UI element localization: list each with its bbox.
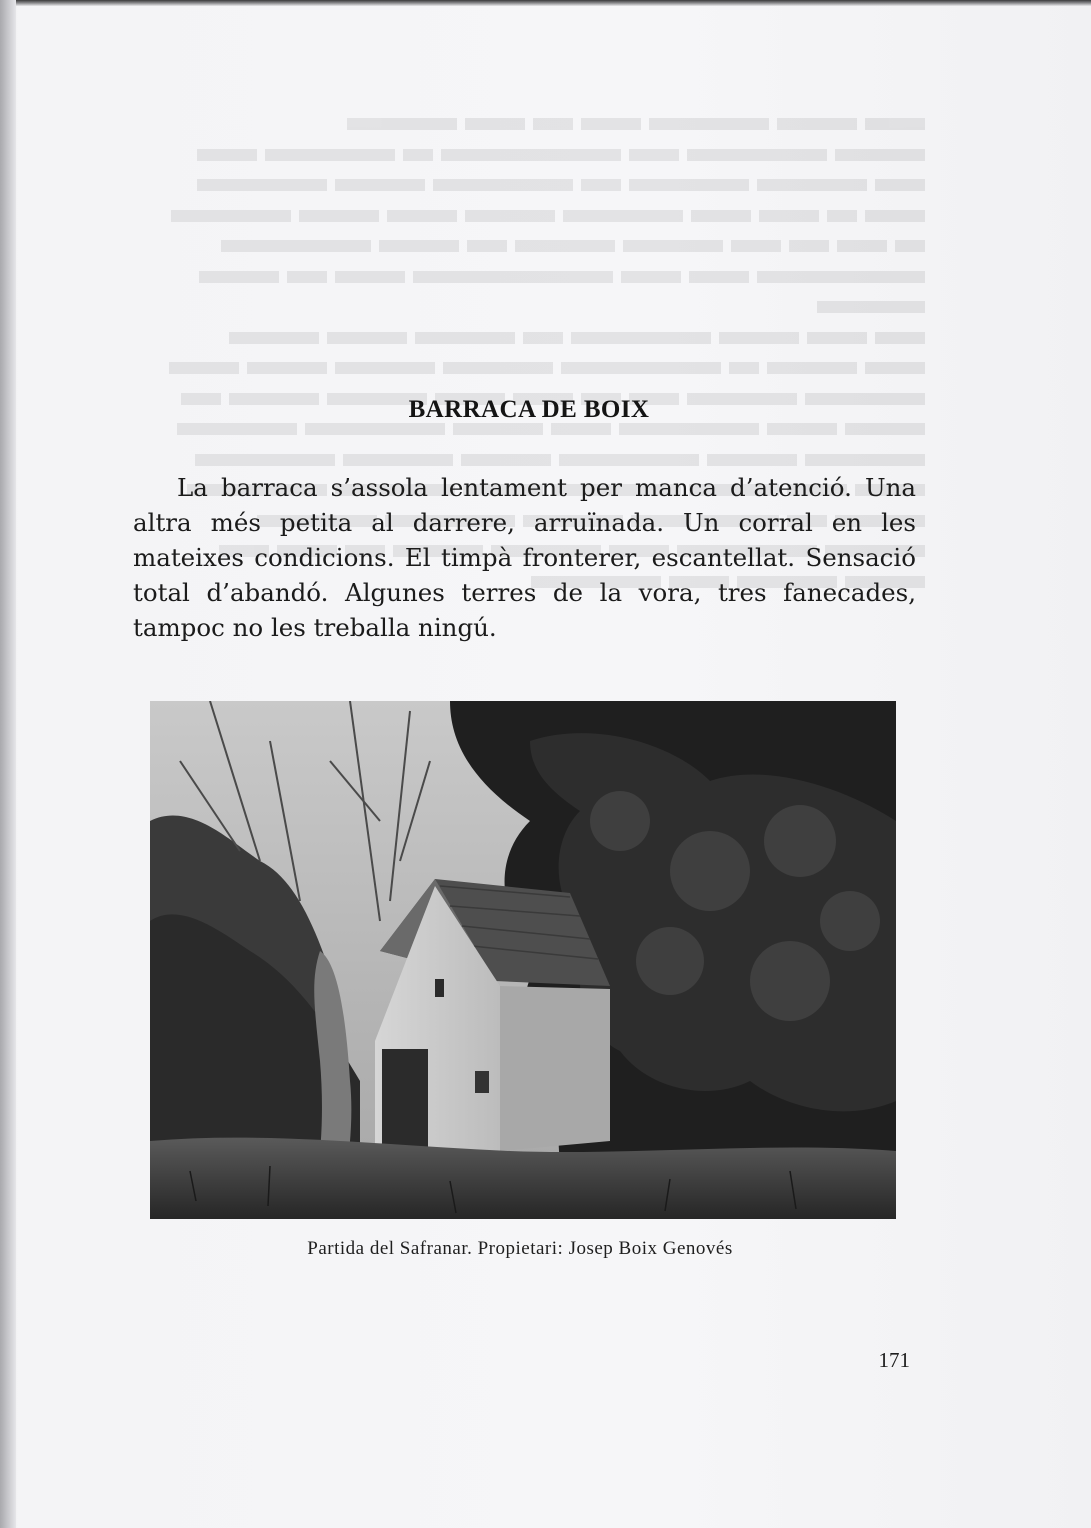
- page-top-edge-shadow: [16, 0, 1091, 6]
- body-paragraph: La barraca s’assola lentament per manca d’atenció. Una altra més petita al darrere, arruïnada. Un corral en les mateixes condicions. El timpà fronterer, escantellat. Sensació total d’abandó. Algunes terres de la vora, tres fanecades, tampoc no les treballa ningú.: [133, 473, 916, 642]
- page-binding-shadow: [0, 0, 16, 1528]
- page-number: 171: [878, 1348, 910, 1372]
- photo-caption: Partida del Safranar. Propietari: Josep Boix Genovés: [307, 1238, 733, 1259]
- barraca-photo: [150, 701, 896, 1219]
- section-heading: BARRACA DE BOIX: [408, 396, 650, 423]
